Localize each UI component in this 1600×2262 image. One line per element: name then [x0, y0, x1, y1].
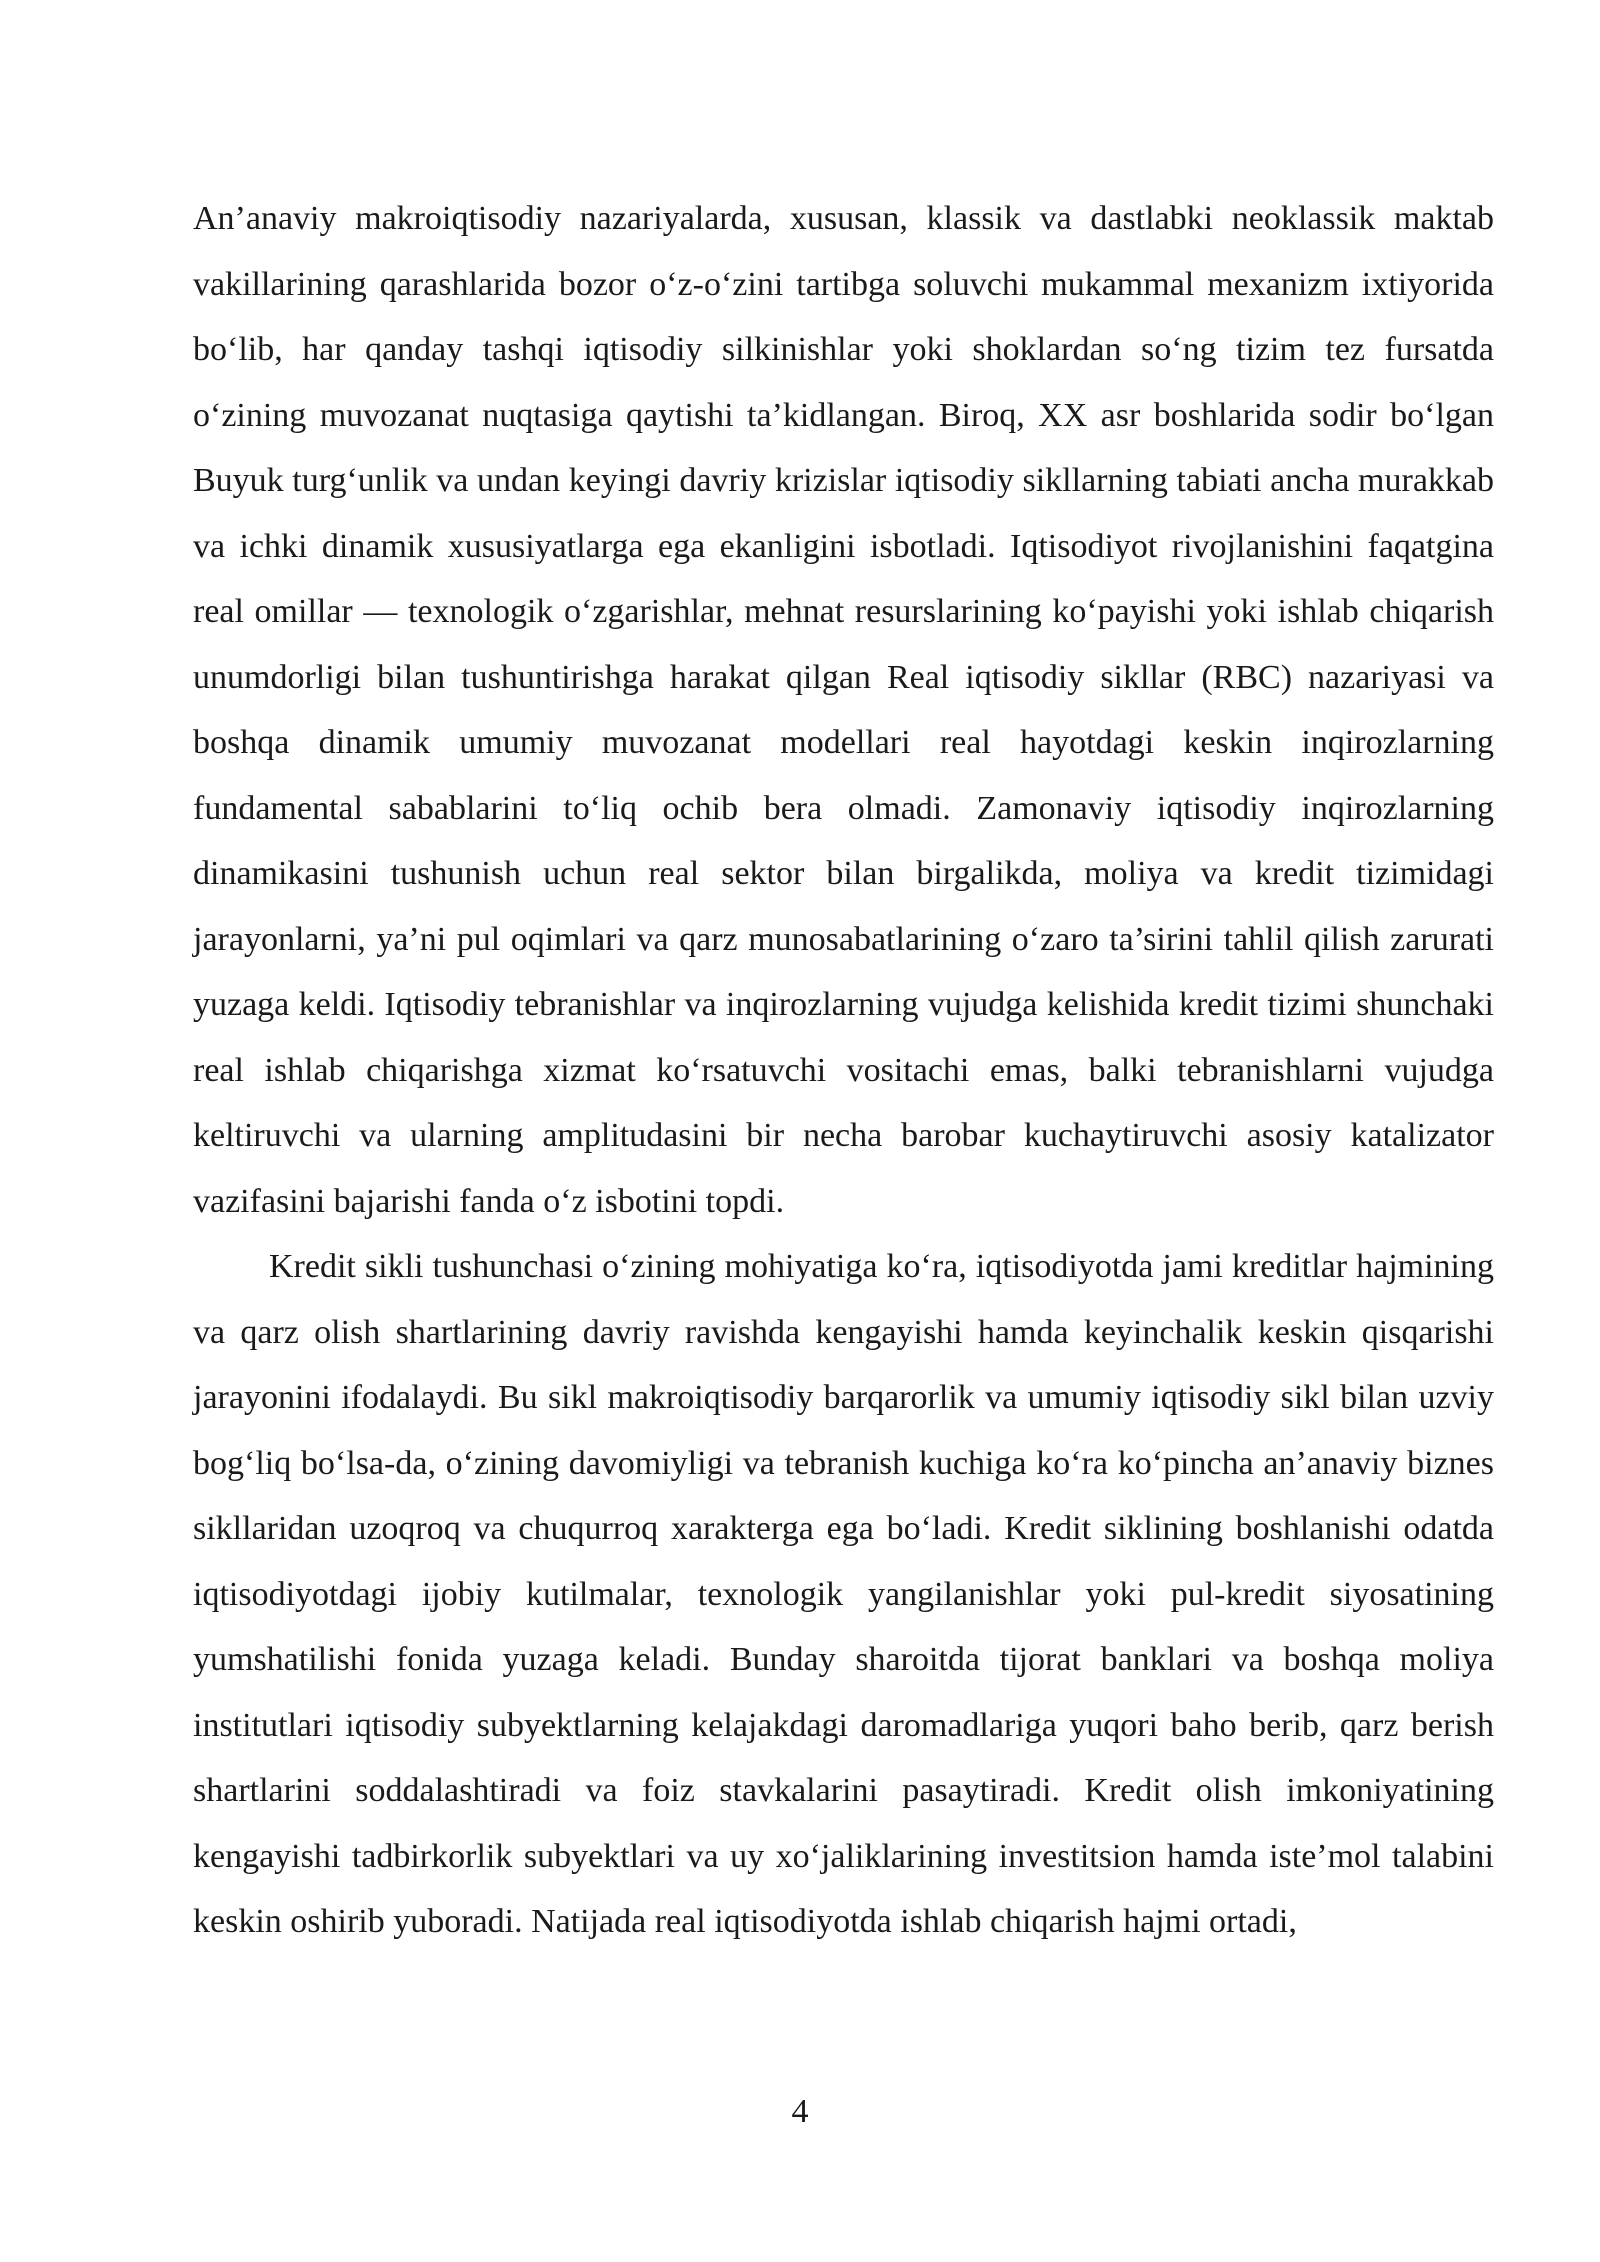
document-body — [193, 186, 1494, 1955]
paragraph-2: Kredit sikli tushunchasi o‘zining mohiyatiga ko‘ra, iqtisodiyotda jami kreditlar hajmining va qarz olish shartlarining davriy ravishda kengayishi hamda keyinchalik keskin qisqarishi jarayonini ifodalaydi. Bu sikl makroiqtisodiy barqarorlik va umumiy iqtisodiy sikl bilan uzviy bog‘liq bo‘lsa-da, o‘zining davomiyligi va tebranish kuchiga ko‘ra ko‘pincha an’anaviy biznes sikllaridan uzoqroq va chuqurroq xarakterga ega bo‘ladi. Kredit siklining boshlanishi odatda iqtisodiyotdagi ijobiy kutilmalar, texnologik yangilanishlar yoki pul-kredit siyosatining yumshatilishi fonida yuzaga keladi. Bunday sharoitda tijorat banklari va boshqa moliya institutlari iqtisodiy subyektlarning kelajakdagi daromadlariga yuqori baho berib, qarz berish shartlarini soddalashtiradi va foiz stavkalarini pasaytiradi. Kredit olish imkoniyatining kengayishi tadbirkorlik subyektlari va uy xo‘jaliklarining investitsion hamda iste’mol talabini keskin oshirib yuboradi. Natijada real iqtisodiyotda ishlab chiqarish hajmi ortadi, — [193, 1248, 1494, 1940]
page-number: 4 — [791, 2093, 809, 2130]
paragraph-1: An’anaviy makroiqtisodiy nazariyalarda, xususan, klassik va dastlabki neoklassik maktab vakillarining qarashlarida bozor o‘z-o‘zini tartibga soluvchi mukammal mexanizm ixtiyorida bo‘lib, har qanday tashqi iqtisodiy silkinishlar yoki shoklardan so‘ng tizim tez fursatda o‘zining muvozanat nuqtasiga qaytishi ta’kidlangan. Biroq, XX asr boshlarida sodir bo‘lgan Buyuk turg‘unlik va undan keyingi davriy krizislar iqtisodiy sikllarning tabiati ancha murakkab va ichki dinamik xususiyatlarga ega ekanligini isbotladi. Iqtisodiyot rivojlanishini faqatgina real omillar — texnologik o‘zgarishlar, mehnat resurslarining ko‘payishi yoki ishlab chiqarish unumdorligi bilan tushuntirishga harakat qilgan Real iqtisodiy sikllar (RBC) nazariyasi va boshqa dinamik umumiy muvozanat modellari real hayotdagi keskin inqirozlarning fundamental sabablarini to‘liq ochib bera olmadi. Zamonaviy iqtisodiy inqirozlarning dinamikasini tushunish uchun real sektor bilan birgalikda, moliya va kredit tizimidagi jarayonlarni, ya’ni pul oqimlari va qarz munosabatlarining o‘zaro ta’sirini tahlil qilish zarurati yuzaga keldi. Iqtisodiy tebranishlar va inqirozlarning vujudga kelishida kredit tizimi shunchaki real ishlab chiqarishga xizmat ko‘rsatuvchi vositachi emas, balki tebranishlarni vujudga keltiruvchi va ularning amplitudasini bir necha barobar kuchaytiruvchi asosiy katalizator vazifasini bajarishi fanda o‘z isbotini topdi. — [193, 200, 1494, 1220]
